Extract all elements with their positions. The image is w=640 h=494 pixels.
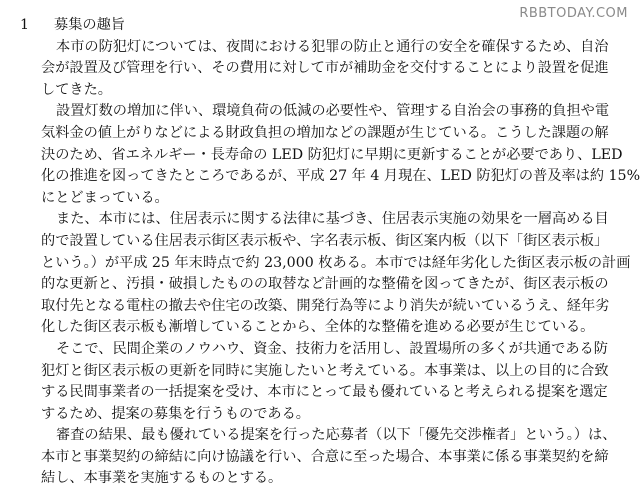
paragraph-line: する民間事業者の一括提案を受け、本市にとって最も優れていると考えられる提案を選定 xyxy=(41,384,608,401)
paragraph-line: 的な更新と、汚損・破損したものの取替など計画的な整備を図ってきたが、街区表示板の xyxy=(41,276,609,293)
paragraph-line: 会が設置及び管理を行い、その費用に対して市が補助金を交付することにより設置を促進 xyxy=(41,60,609,77)
paragraph-line: 的で設置している住居表示街区表示板や、字名表示板、街区案内板（以下「街区表示板」 xyxy=(41,232,609,249)
section-title: 募集の趣旨 xyxy=(54,17,125,33)
paragraph-line: そこで、民間企業のノウハウ、資金、技術力を活用し、設置場所の多くが共通である防 xyxy=(56,340,608,357)
paragraph-line: 本市の防犯灯については、夜間における犯罪の防止と通行の安全を確保するため、自治 xyxy=(56,38,609,55)
paragraph-line: 本市と事業契約の締結に向け協議を行い、合意に至った場合、本事業に係る事業契約を締 xyxy=(41,448,609,465)
paragraph xyxy=(20,209,631,339)
section-number: 1 xyxy=(20,17,30,33)
paragraph-line: してきた。 xyxy=(41,81,112,98)
paragraph-line: 結し、本事業を実施するものとする。 xyxy=(41,470,283,487)
paragraph-line: にとどまっている。 xyxy=(41,189,169,206)
paragraph-line: 設置灯数の増加に伴い、環境負荷の低減の必要性や、管理する自治会の事務的負担や電 xyxy=(56,103,610,120)
paragraph-line: するため、提案の募集を行うものである。 xyxy=(41,405,310,422)
paragraph-line: 気料金の値上がりなどによる財政負担の増加などの課題が生じている。こうした課題の解 xyxy=(41,124,609,141)
paragraph-line: 決のため、省エネルギー・長寿命の LED 防犯灯に早期に更新することが必要であり、LED xyxy=(41,146,623,163)
paragraph-list xyxy=(20,37,640,490)
paragraph-line: 化の推進を図ってきたところであるが、平成 27 年 4 月現在、LED 防犯灯の普及率は約 15% xyxy=(41,168,640,185)
paragraph xyxy=(20,37,624,102)
paragraph xyxy=(20,101,640,209)
section-heading xyxy=(20,15,624,37)
paragraph xyxy=(20,425,624,490)
paragraph-line: 取付先となる電柱の撤去や住宅の改築、開発行為等により消失が続いているうえ、経年劣 xyxy=(41,297,610,314)
paragraph xyxy=(20,339,624,425)
paragraph-line: また、本市には、住居表示に関する法律に基づき、住居表示実施の効果を一層高める目 xyxy=(56,211,609,228)
paragraph-line: 犯灯と街区表示板の更新を同時に実施したいと考えている。本事業は、以上の目的に合致 xyxy=(41,362,609,379)
watermark: RBBTODAY.COM xyxy=(519,6,628,21)
document-body xyxy=(20,15,640,490)
paragraph-line: という。）が平成 25 年末時点で約 23,000 枚ある。本市では経年劣化した街区表示板の計画 xyxy=(41,254,631,271)
paragraph-line: 化した街区表示板も漸増していることから、全体的な整備を進める必要が生じている。 xyxy=(41,319,595,336)
paragraph-line: 審査の結果、最も優れている提案を行った応募者（以下「優先交渉権者」という。）は、 xyxy=(56,427,617,444)
